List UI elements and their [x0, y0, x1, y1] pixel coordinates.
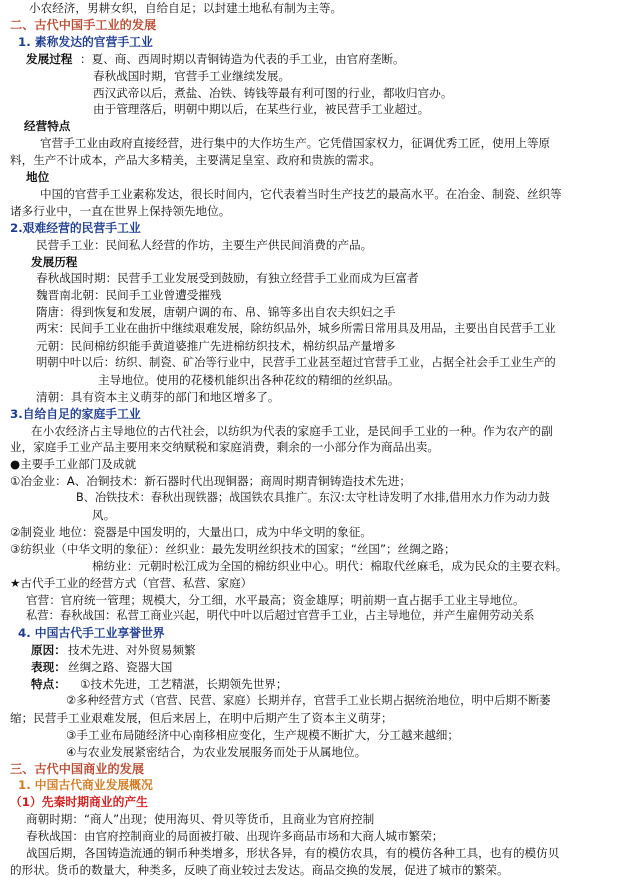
- text-line: 商朝时期：“商人”出现；使用海贝、骨贝等货币，且商业为官府控制: [26, 812, 375, 826]
- text-line: 魏晋南北朝：民间手工业曾遭受摧残: [36, 288, 222, 302]
- text-line: 业，家庭手工业产品主要用来交纳赋税和家庭消费，剩余的一小部分作为商品出卖。: [10, 440, 439, 454]
- star-heading-management-modes: ★古代手工业的经营方式（官营、私营、家庭）: [10, 576, 253, 590]
- text-line: ①技术先进，工艺精湛，长期领先世界；: [80, 677, 288, 691]
- text-line: ：夏、商、西周时期以青铜铸造为代表的手工业，由官府垄断。: [80, 52, 405, 66]
- label-characteristics: 特点：: [31, 677, 66, 691]
- intro-line: 小农经济，男耕女织，自给自足；以封建土地私有制为主等。: [29, 1, 343, 15]
- text-line: 清朝：具有资本主义萌芽的部门和地区增多了。: [36, 390, 280, 404]
- text-line: 官营手工业由政府直接经营，进行集中的大作坊生产。它凭借国家权力，征调优秀工匠，使用上等原: [40, 136, 551, 150]
- text-line: 料，生产不计成本，产品大多精美，主要满足皇室、政府和贵族的需求。: [10, 153, 382, 167]
- text-line: 春秋战国：由官府控制商业的局面被打破、出现许多商品市场和大商人城市繁荣；: [26, 829, 444, 843]
- subheading-household-handicraft: 3.自给自足的家庭手工业: [10, 407, 141, 421]
- label-development-process: 发展过程: [26, 52, 73, 66]
- subheading-world-renowned: 4. 中国古代手工业享誉世界: [18, 626, 165, 640]
- text-line: 战国后期，各国铸造流通的铜币种类增多，形状各异，有的模仿农具，有的模仿各种工具，也有的模仿贝: [26, 846, 560, 860]
- text-line: 西汉武帝以后，煮盐、冶铁、铸钱等最有利可图的行业，都收归官办。: [93, 86, 453, 100]
- text-line: ③纺织业（中华文明的象征）：丝织业：最先发明丝织技术的国家；“丝国”；丝绸之路；: [10, 542, 456, 556]
- label-status: 地位: [26, 170, 50, 184]
- text-line: ①冶金业：A、冶铜技术：新石器时代出现铜器；商周时期青铜铸造技术先进；: [10, 474, 411, 488]
- bullet-heading-sectors: ●主要手工业部门及成就: [10, 457, 137, 471]
- subheading-official-handicraft: 1. 素称发达的官营手工业: [18, 35, 153, 49]
- subheading-private-handicraft: 2.艰难经营的民营手工业: [10, 221, 141, 235]
- text-line: 官营：官府统一管理；规模大，分工细，水平最高；资金雄厚；明前期一直占据手工业主导地位。: [26, 593, 525, 607]
- section-heading-handicraft: 二、古代中国手工业的发展: [10, 18, 157, 32]
- text-line: 缩；民营手工业艰难发展，但后来居上，在明中后期产生了资本主义萌芽；: [10, 711, 393, 725]
- text-line: B、冶铁技术：春秋出现铁器；战国铁农具推广。东汉:太守杜诗发明了水排,借用水力作为动力鼓: [76, 491, 550, 504]
- text-line: 春秋战国时期，官营手工业继续发展。: [93, 69, 291, 83]
- text-line: 春秋战国时期：民营手工业发展受到鼓励，有独立经营手工业而成为巨富者: [36, 271, 419, 285]
- section-heading-commerce: 三、古代中国商业的发展: [10, 762, 145, 776]
- subheading-commerce-overview: 1. 中国古代商业发展概况: [18, 778, 153, 792]
- text-line: 丝绸之路、瓷器大国: [68, 660, 173, 674]
- text-line: 私营：春秋战国：私营工商业兴起，明代中叶以后超过官营手工业，占主导地位，并产生雇佣劳动关系: [26, 609, 535, 622]
- text-line: 诸多行业中，一直在世界上保持领先地位。: [10, 204, 231, 218]
- text-line: 民营手工业：民间私人经营的作坊，主要生产供民间消费的产品。: [36, 238, 373, 252]
- label-development-history: 发展历程: [31, 255, 78, 269]
- label-management-features: 经营特点: [24, 119, 71, 133]
- text-line: ②制瓷业 地位：瓷器是中国发明的，大量出口，成为中华文明的象征。: [10, 525, 372, 539]
- text-line: 由于管理落后，明朝中期以后，在某些行业，被民营手工业超过。: [93, 102, 430, 116]
- subheading-pre-qin-commerce: （1）先秦时期商业的产生: [10, 795, 148, 809]
- text-line: 主导地位。使用的花楼机能织出各种花纹的精细的丝织品。: [98, 373, 400, 387]
- text-line: 风。: [92, 508, 116, 522]
- text-line: 中国的官营手工业素称发达，很长时间内，它代表着当时生产技艺的最高水平。在冶金、制瓷、丝织等: [40, 187, 562, 201]
- text-line: ②多种经营方式（官营、民营、家庭）长期并存，官营手工业长期占据统治地位，明中后期不断萎: [66, 694, 551, 707]
- text-line: 两宋：民间手工业在曲折中继续艰难发展，除纺织品外，城乡所需日常用具及用品，主要出自民营手工业: [36, 322, 556, 335]
- text-line: 元朝：民间棉纺织能手黄道婆推广先进棉纺织技术，棉纺织品产量增多: [36, 339, 396, 353]
- label-manifestation: 表现：: [31, 660, 66, 674]
- text-line: ④与农业发展紧密结合，为农业发展服务而处于从属地位。: [66, 745, 367, 759]
- text-line: 明朝中叶以后：纺织、制瓷、矿冶等行业中，民营手工业甚至超过官营手工业，占据全社会手工业生产的: [36, 356, 556, 369]
- text-line: ③手工业布局随经济中心南移相应变化，生产规模不断扩大，分工越来越细；: [66, 728, 459, 742]
- text-line: 的形状。货币的数量大，种类多，反映了商业较过去发达。商品交换的发展，促进了城市的繁荣。: [10, 863, 509, 877]
- text-line: 在小农经济占主导地位的古代社会，以纺织为代表的家庭手工业，是民间手工业的一种。作为农产的副: [31, 424, 553, 438]
- label-reason: 原因：: [31, 643, 66, 657]
- text-line: 技术先进、对外贸易频繁: [68, 643, 196, 657]
- text-line: 隋唐：得到恢复和发展，唐朝户调的布、帛、锦等多出自农夫织妇之手: [36, 305, 396, 319]
- text-line: 棉纺业：元朝时松江成为全国的棉纺织业中心。明代：棉取代丝麻毛，成为民众的主要衣料。: [92, 559, 568, 573]
